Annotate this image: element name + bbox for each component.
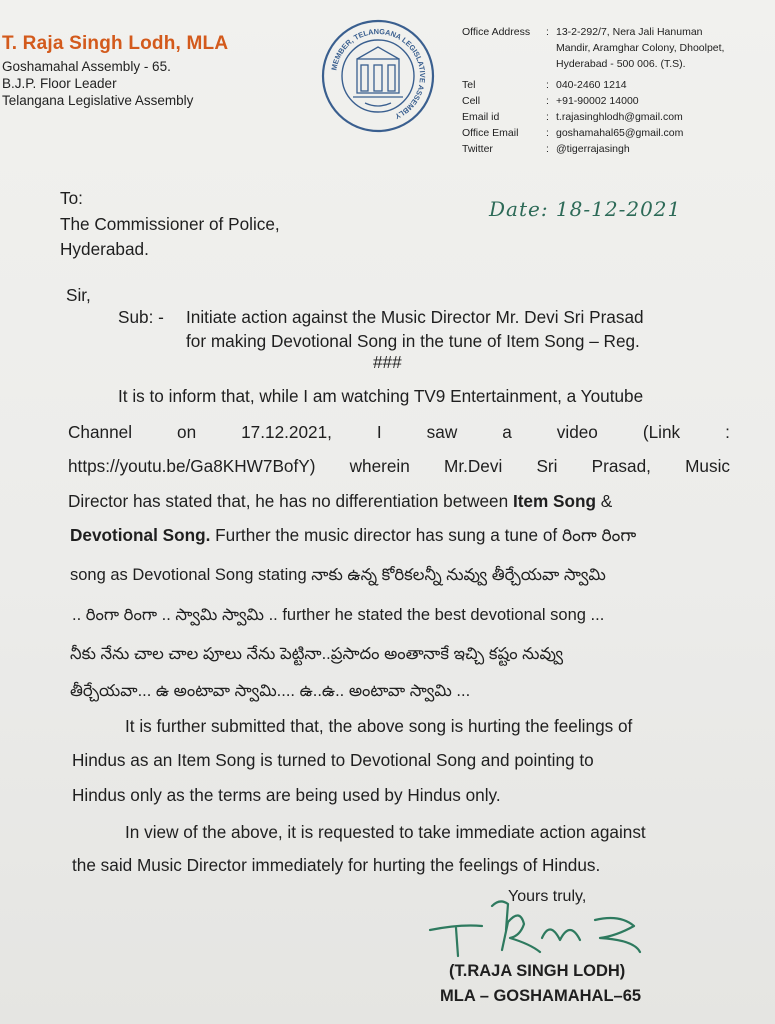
- cell-value: +91-90002 14000: [556, 95, 639, 107]
- to-label: To:: [60, 188, 83, 208]
- svg-text:MEMBER, TELANGANA LEGISLATIVE: [329, 27, 427, 121]
- salutation: Sir,: [66, 285, 91, 305]
- handwritten-signature: [420, 880, 670, 970]
- letterhead-sender: [2, 33, 228, 109]
- assembly-seal-icon: [321, 19, 435, 133]
- para2-line-3: Hindus only as the terms are being used by Hindus only.: [72, 785, 501, 805]
- cell-label: Cell: [462, 95, 481, 107]
- twitter-label: Twitter: [462, 143, 493, 155]
- para1-line-2: Channel on 17.12.2021, I saw a video (Link :: [68, 422, 730, 442]
- address-label: Office Address: [462, 26, 531, 38]
- closing: Yours truly,: [508, 888, 587, 905]
- handwritten-date: Date: 18-12-2021: [489, 197, 682, 221]
- sender-assembly: Telangana Legislative Assembly: [2, 93, 194, 108]
- sender-name: T. Raja Singh Lodh, MLA: [2, 33, 229, 54]
- subject-line-2: for making Devotional Song in the tune of Item Song – Reg.: [186, 331, 640, 351]
- para1-line-6: song as Devotional Song stating నాకు ఉన్న కోరికలన్నీ నువ్వు తీర్చేయవా స్వామి: [70, 566, 606, 584]
- para1-line-7: .. రింగా రింగా .. స్వామి స్వామి .. further he stated the best devotional song ...: [72, 606, 605, 624]
- address-line-1: 13-2-292/7, Nera Jali Hanuman: [556, 26, 703, 38]
- colon: :: [546, 95, 549, 107]
- seal-text: MEMBER, TELANGANA LEGISLATIVE ASSEMBLY: [329, 26, 428, 121]
- para2-line-2: Hindus as an Item Song is turned to Devotional Song and pointing to: [72, 750, 594, 770]
- para1-line-3: https://youtu.be/Ga8KHW7BofY) wherein Mr.Devi Sri Prasad, Music: [68, 456, 730, 476]
- email-label: Email id: [462, 111, 500, 123]
- bold-item-song: Item Song: [512, 491, 597, 511]
- para1-line-5: Devotional Song. Further the music director has sung a tune of రింగా రింగా: [70, 525, 637, 545]
- subject-label: Sub: -: [118, 307, 164, 327]
- tel-label: Tel: [462, 79, 476, 91]
- office-email-value: goshamahal65@gmail.com: [556, 127, 684, 139]
- tel-value: 040-2460 1214: [556, 79, 627, 91]
- para1-line-9: తీర్చేయవా... ఉ అంటావా స్వామి.... ఉ..ఉ.. అంటావా స్వామి ...: [70, 682, 471, 700]
- colon: :: [546, 111, 549, 123]
- addressee-title: The Commissioner of Police,: [60, 214, 280, 234]
- para3-line-1: In view of the above, it is requested to take immediate action against: [125, 822, 646, 842]
- colon: :: [546, 143, 549, 155]
- sender-role: B.J.P. Floor Leader: [2, 76, 117, 91]
- para2-line-1: It is further submitted that, the above song is hurting the feelings of: [125, 716, 633, 736]
- colon: :: [546, 79, 549, 91]
- para1-line-1: It is to inform that, while I am watching TV9 Entertainment, a Youtube: [118, 386, 644, 406]
- addressee-city: Hyderabad.: [60, 239, 149, 259]
- office-email-label: Office Email: [462, 127, 519, 139]
- para1-line-4: Director has stated that, he has no differentiation between Item Song &: [68, 491, 613, 511]
- address-line-3: Hyderabad - 500 006. (T.S).: [556, 58, 686, 70]
- letterhead-contact: [462, 24, 771, 157]
- para1-line-8: నీకు నేను చాల చాల పూలు నేను పెట్టినా..ప్రసాదం అంతానాకే ఇచ్చి కష్టం నువ్వు: [70, 645, 564, 663]
- para3-line-2: the said Music Director immediately for hurting the feelings of Hindus.: [72, 855, 601, 875]
- colon: :: [546, 127, 549, 139]
- subject-divider: ###: [373, 352, 402, 372]
- signature-text: T. Raja: [445, 959, 449, 960]
- sender-constituency: Goshamahal Assembly - 65.: [2, 59, 171, 74]
- subject-line-1: Initiate action against the Music Director Mr. Devi Sri Prasad: [186, 307, 644, 327]
- bold-devotional-song: Devotional Song.: [70, 525, 211, 545]
- signatory-designation: MLA – GOSHAMAHAL–65: [440, 987, 642, 1005]
- twitter-value: @tigerrajasingh: [556, 143, 630, 155]
- colon: :: [546, 26, 549, 38]
- address-line-2: Mandir, Aramghar Colony, Dhoolpet,: [556, 42, 725, 54]
- email-value: t.rajasinghlodh@gmail.com: [556, 111, 683, 123]
- signatory-name: (T.RAJA SINGH LODH): [449, 962, 626, 980]
